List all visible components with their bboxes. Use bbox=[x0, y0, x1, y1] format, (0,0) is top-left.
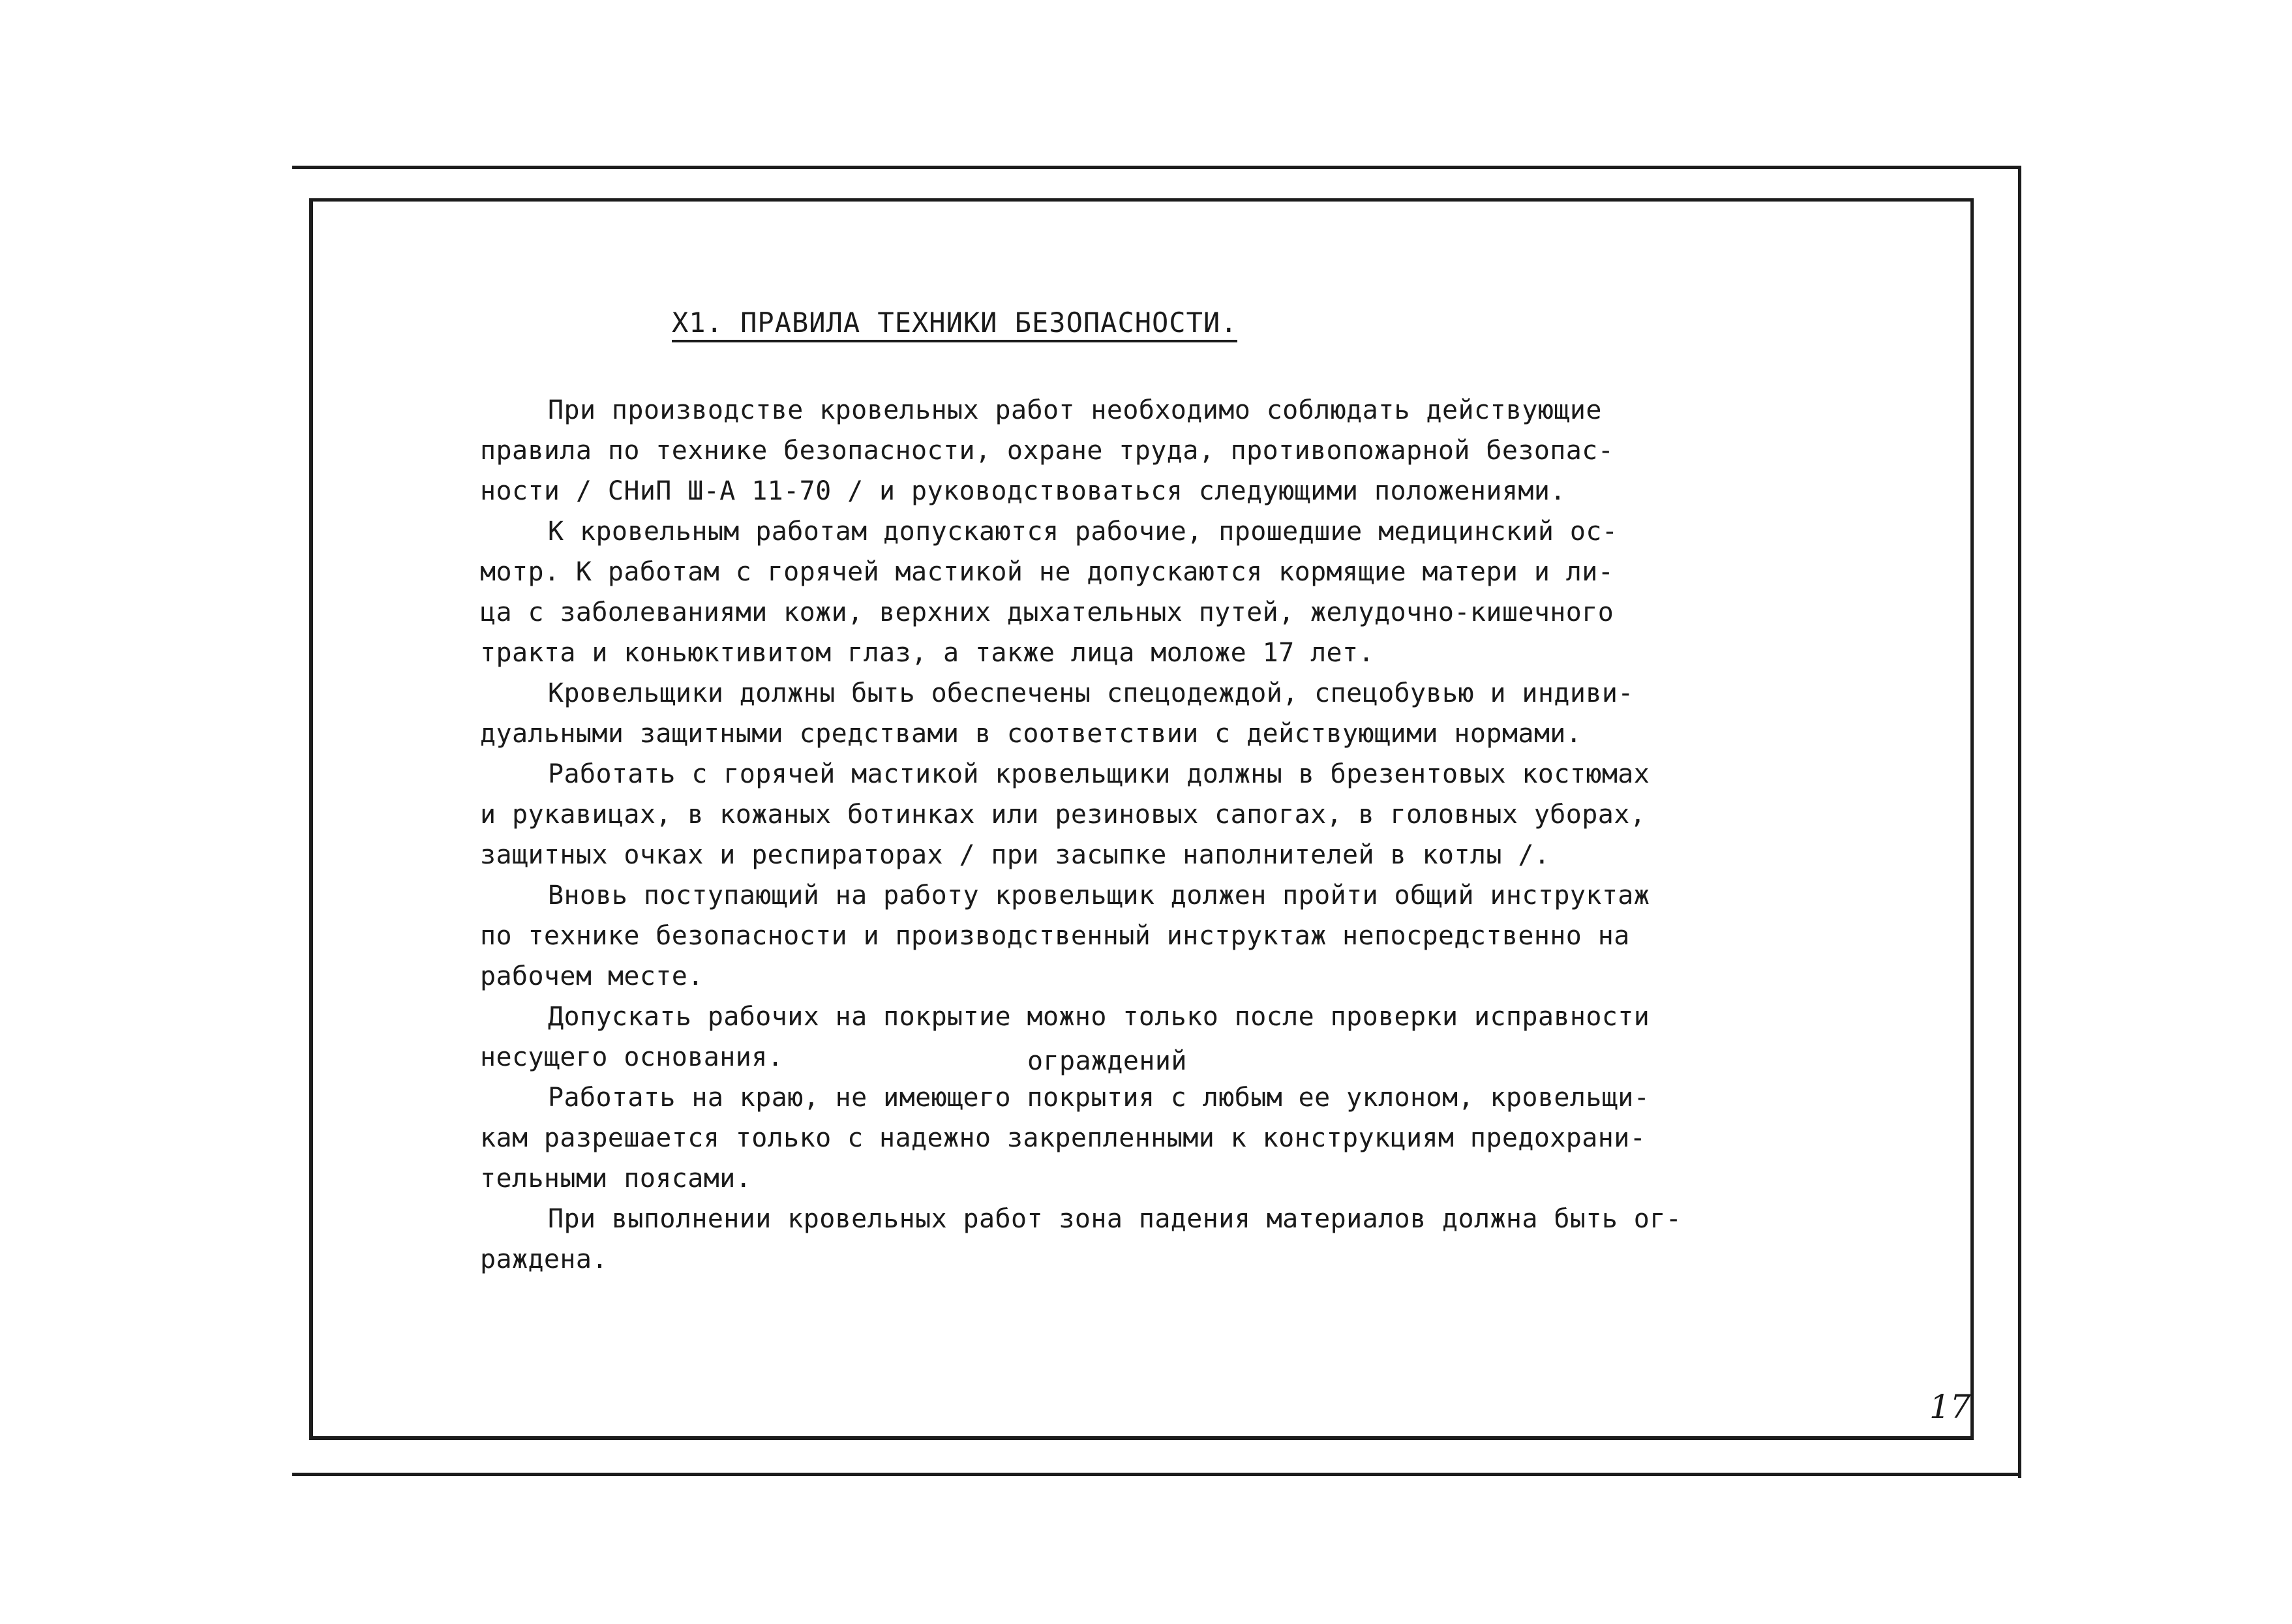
text-line: К кровельным работам допускаются рабочие, прошедшие медицинский ос- bbox=[548, 517, 1618, 547]
top-rule bbox=[292, 166, 2021, 169]
text-line: При производстве кровельных работ необходимо соблюдать действующие bbox=[548, 395, 1602, 425]
text-line: Вновь поступающий на работу кровельщик должен пройти общий инструктаж bbox=[548, 880, 1650, 910]
text-line: Допускать рабочих на покрытие можно только после проверки исправности bbox=[548, 1002, 1650, 1032]
text-line: ности / СНиП Ш-А 11-70 / и руководствоваться следующими положениями. bbox=[480, 476, 1566, 506]
text-line: правила по технике безопасности, охране труда, противопожарной безопас- bbox=[480, 436, 1614, 466]
text-line: рабочем месте. bbox=[480, 961, 704, 991]
text-line: При выполнении кровельных работ зона падения материалов должна быть ог- bbox=[548, 1204, 1682, 1234]
bottom-rule bbox=[292, 1473, 2021, 1476]
text-line: тракта и коньюктивитом глаз, а также лица моложе 17 лет. bbox=[480, 638, 1374, 668]
text-line: мотр. К работам с горячей мастикой не допускаются кормящие матери и ли- bbox=[480, 557, 1614, 587]
body-text bbox=[480, 390, 1804, 1280]
text-line: несущего основания. bbox=[480, 1042, 784, 1072]
text-line: кам разрешается только с надежно закрепленными к конструкциям предохрани- bbox=[480, 1123, 1646, 1153]
handwritten-insertion: ограждений bbox=[1027, 1046, 1187, 1076]
text-line: ца с заболеваниями кожи, верхних дыхательных путей, желудочно-кишечного bbox=[480, 597, 1614, 627]
text-line: Работать на краю, не имеющего покрытия с любым ее уклоном, кровельщи- bbox=[548, 1083, 1650, 1113]
right-rule bbox=[2018, 166, 2021, 1478]
text-line: раждена. bbox=[480, 1244, 608, 1274]
page-number: 17 bbox=[1929, 1388, 1971, 1426]
section-heading: X1. ПРАВИЛА ТЕХНИКИ БЕЗОПАСНОСТИ. bbox=[672, 307, 1237, 342]
text-line: защитных очках и респираторах / при засыпке наполнителей в котлы /. bbox=[480, 840, 1550, 870]
text-line: по технике безопасности и производственный инструктаж непосредственно на bbox=[480, 921, 1630, 951]
text-line: Кровельщики должны быть обеспечены спецодеждой, спецобувью и индиви- bbox=[548, 678, 1634, 708]
text-line: Работать с горячей мастикой кровельщики должны в брезентовых костюмах bbox=[548, 759, 1650, 789]
text-line: дуальными защитными средствами в соответствии с действующими нормами. bbox=[480, 719, 1582, 749]
text-line: тельными поясами. bbox=[480, 1164, 752, 1194]
text-line: и рукавицах, в кожаных ботинках или резиновых сапогах, в головных уборах, bbox=[480, 800, 1646, 830]
